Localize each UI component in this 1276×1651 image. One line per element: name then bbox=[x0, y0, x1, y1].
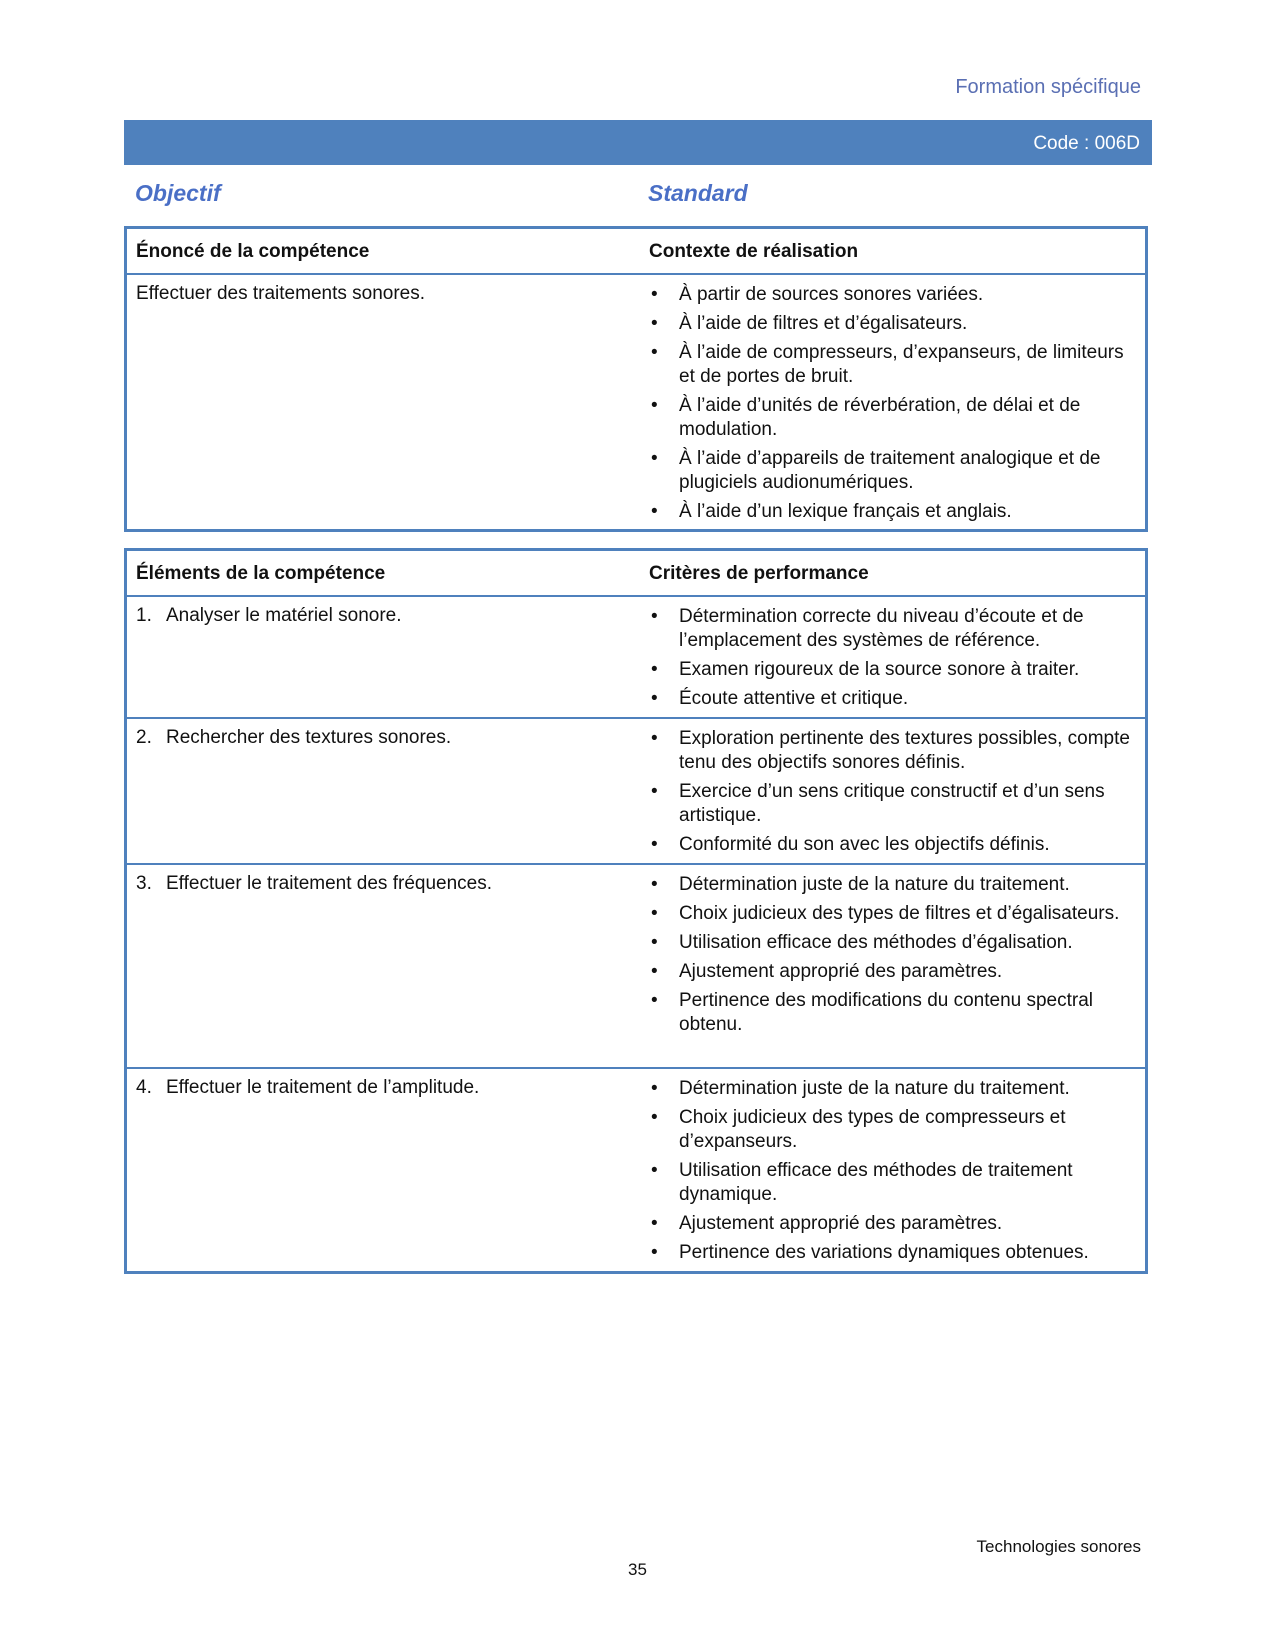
context-list bbox=[649, 283, 1139, 529]
list-item: • À l’aide d’un lexique français et anglais. bbox=[649, 500, 1139, 524]
table-row bbox=[127, 597, 1145, 719]
list-item: • Examen rigoureux de la source sonore à traiter. bbox=[649, 658, 1139, 682]
list-item: • Détermination juste de la nature du traitement. bbox=[649, 1077, 1139, 1101]
criteria-list bbox=[649, 1077, 1139, 1270]
element-text: 1. Analyser le matériel sonore. bbox=[136, 605, 402, 626]
elements-table bbox=[124, 548, 1148, 1274]
page-number: 35 bbox=[628, 1560, 647, 1579]
objectif-title: Objectif bbox=[135, 180, 221, 206]
competence-left-header: Énoncé de la compétence bbox=[136, 241, 370, 262]
list-item: • Utilisation efficace des méthodes d’égalisation. bbox=[649, 931, 1139, 955]
elements-left-header: Éléments de la compétence bbox=[136, 563, 386, 584]
list-item: • À l’aide de compresseurs, d’expanseurs, de limiteurs et de portes de bruit. bbox=[649, 341, 1139, 389]
footer-program: Technologies sonores bbox=[976, 1537, 1141, 1556]
list-item: • Conformité du son avec les objectifs définis. bbox=[649, 833, 1139, 857]
competence-header-row bbox=[127, 229, 1145, 275]
list-item: • Détermination correcte du niveau d’écoute et de l’emplacement des systèmes de référence. bbox=[649, 605, 1139, 653]
table-row bbox=[127, 865, 1145, 1069]
code-bar bbox=[124, 120, 1152, 165]
code-label: Code : 006D bbox=[1033, 133, 1140, 154]
list-item: • À partir de sources sonores variées. bbox=[649, 283, 1139, 307]
element-text: 3. Effectuer le traitement des fréquences. bbox=[136, 873, 492, 894]
table-row bbox=[127, 719, 1145, 865]
list-item: • À l’aide de filtres et d’égalisateurs. bbox=[649, 312, 1139, 336]
list-item: • Pertinence des modifications du contenu spectral obtenu. bbox=[649, 989, 1139, 1037]
list-item: • Exercice d’un sens critique constructif et d’un sens artistique. bbox=[649, 780, 1139, 828]
standard-title: Standard bbox=[648, 180, 748, 206]
list-item: • Ajustement approprié des paramètres. bbox=[649, 1212, 1139, 1236]
elements-header-row bbox=[127, 551, 1145, 597]
criteria-list bbox=[649, 605, 1139, 716]
formation-label: Formation spécifique bbox=[955, 76, 1141, 98]
list-item: • Choix judicieux des types de filtres et d’égalisateurs. bbox=[649, 902, 1139, 926]
element-text: 2. Rechercher des textures sonores. bbox=[136, 727, 452, 748]
competence-content-row bbox=[127, 275, 1145, 529]
list-item: • À l’aide d’appareils de traitement analogique et de plugiciels audionumériques. bbox=[649, 447, 1139, 495]
list-item: • À l’aide d’unités de réverbération, de délai et de modulation. bbox=[649, 394, 1139, 442]
competence-right-header: Contexte de réalisation bbox=[649, 241, 859, 262]
list-item: • Utilisation efficace des méthodes de traitement dynamique. bbox=[649, 1159, 1139, 1207]
list-item: • Écoute attentive et critique. bbox=[649, 687, 1139, 711]
criteria-list bbox=[649, 873, 1139, 1042]
list-item: • Pertinence des variations dynamiques obtenues. bbox=[649, 1241, 1139, 1265]
list-item: • Détermination juste de la nature du traitement. bbox=[649, 873, 1139, 897]
table-row bbox=[127, 1069, 1145, 1269]
criteria-list bbox=[649, 727, 1139, 862]
competence-table bbox=[124, 226, 1148, 532]
competence-statement: Effectuer des traitements sonores. bbox=[136, 283, 426, 304]
list-item: • Choix judicieux des types de compresseurs et d’expanseurs. bbox=[649, 1106, 1139, 1154]
list-item: • Ajustement approprié des paramètres. bbox=[649, 960, 1139, 984]
elements-right-header: Critères de performance bbox=[649, 563, 869, 584]
list-item: • Exploration pertinente des textures possibles, compte tenu des objectifs sonores définis. bbox=[649, 727, 1139, 775]
element-text: 4. Effectuer le traitement de l’amplitude. bbox=[136, 1077, 480, 1098]
